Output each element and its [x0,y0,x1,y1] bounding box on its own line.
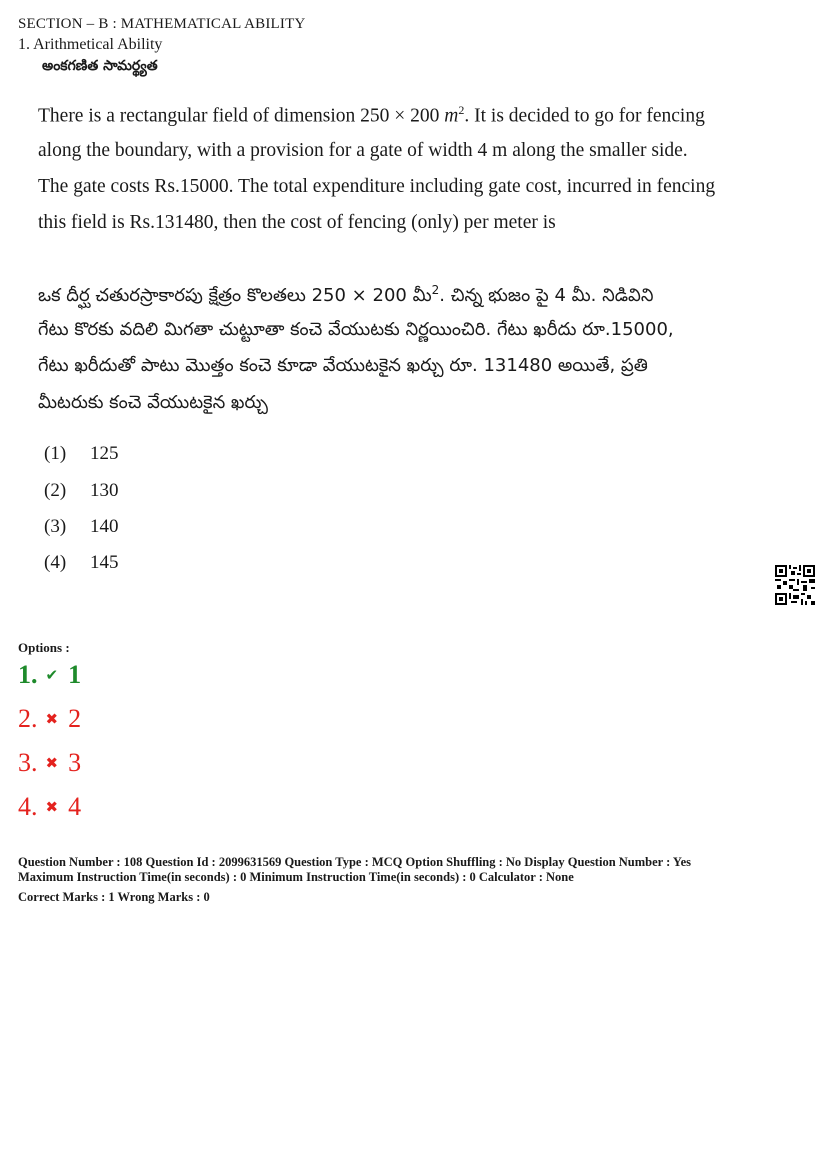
question-telugu-line-4: మీటరుకు కంచె వేయుటకైన ఖర్చు [38,392,268,413]
question-telugu-line-2: గేటు కొరకు వదిలి మిగతా చుట్టూతా కంచె వేయుటకు నిర్ణయించిరి. గేటు ఖరీదు రూ.15000, [38,319,674,340]
qr-code-icon [775,565,815,605]
question-english-line-4: this field is Rs.131480, then the cost of fencing (only) per meter is [38,212,556,233]
choice-2: (2) 130 [44,480,119,501]
options-label: Options : [18,640,70,655]
question-english-line-1: There is a rectangular field of dimension 250 × 200 $m^2$. It is decided to go for fencing [38,103,705,127]
question-telugu-line-1: ఒక దీర్ఘ చతురస్రాకారపు క్షేత్రం కొలతలు 250 × 200 మీ$^2$. చిన్న భుజం పై 4 మీ. నిడివిని [38,283,654,306]
option-3-wrong: 3. ✖ 3 [18,748,82,777]
question-english-line-3: The gate costs Rs.15000. The total expenditure including gate cost, incurred in fencing [38,176,716,197]
choice-3: (3) 140 [44,516,119,537]
question-english-line-2: along the boundary, with a provision for a gate of width 4 m along the smaller side. [38,140,688,161]
question-meta-line-3: Correct Marks : 1 Wrong Marks : 0 [18,890,210,904]
cross-icon: ✖ [45,754,59,772]
section-header: SECTION – B : MATHEMATICAL ABILITY [18,16,306,32]
question-telugu-line-3: గేటు ఖరీదుతో పాటు మొత్తం కంచె కూడా వేయుటకైన ఖర్చు రూ. 131480 అయితే, ప్రతి [38,355,648,376]
option-4-wrong: 4. ✖ 4 [18,792,82,821]
check-icon: ✔ [45,666,59,684]
question-meta-line-2: Maximum Instruction Time(in seconds) : 0 Minimum Instruction Time(in seconds) : 0 Calculator : None [18,870,574,884]
topic-title-telugu: అంకగణిత సామర్థ్యత [42,58,158,74]
option-1-correct: 1. ✔ 1 [18,660,82,689]
topic-title: 1. Arithmetical Ability [18,36,163,53]
choice-1: (1) 125 [44,443,119,464]
cross-icon: ✖ [45,710,59,728]
option-2-wrong: 2. ✖ 2 [18,704,82,733]
question-meta-line-1: Question Number : 108 Question Id : 2099631569 Question Type : MCQ Option Shuffling : No Display Question Number : Yes [18,855,691,869]
choice-4: (4) 145 [44,552,119,573]
cross-icon: ✖ [45,798,59,816]
